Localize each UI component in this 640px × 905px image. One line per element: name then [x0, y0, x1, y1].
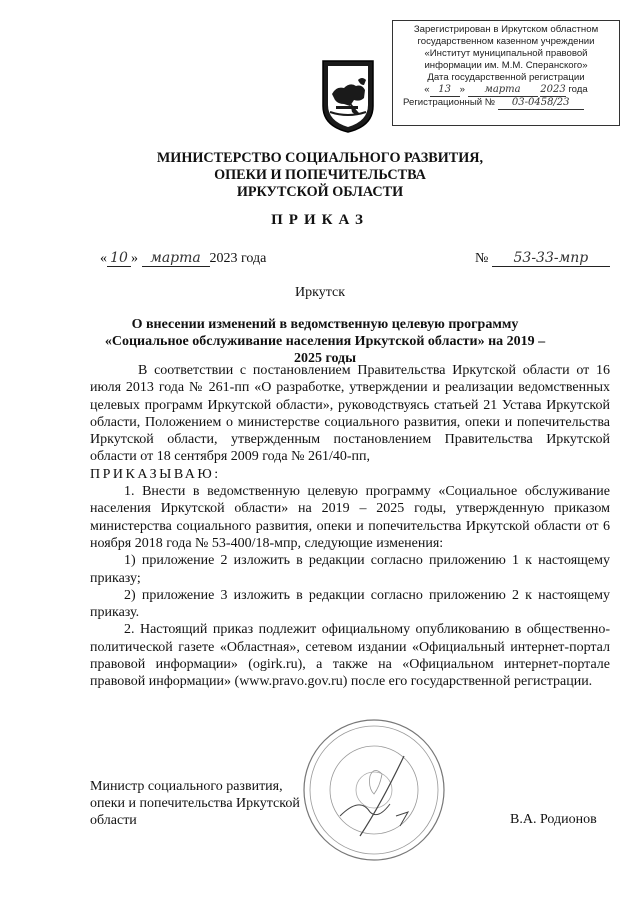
ministry-line-2: ОПЕКИ И ПОПЕЧИТЕЛЬСТВА: [214, 167, 426, 183]
stamp-year-suffix: года: [568, 84, 588, 95]
stamp-year: 2023: [540, 84, 566, 95]
signer-line-3: области: [90, 813, 137, 828]
document-body: [90, 362, 610, 691]
coat-of-arms-icon: [320, 58, 376, 134]
document-date: « 10 » марта 2023 года: [100, 250, 267, 266]
signer-line-2: опеки и попечительства Иркутской: [90, 796, 300, 811]
order-word: ПРИКАЗЫВАЮ:: [90, 466, 221, 482]
stamp-day: 13: [430, 84, 460, 97]
stamp-reg-number: 03-0458/23: [498, 97, 584, 110]
stamp-line-4: информации им. М.М. Сперанского»: [424, 60, 588, 71]
date-year: 2023 года: [209, 251, 267, 266]
ministry-header: [0, 150, 640, 201]
item-1-paragraph: 1. Внести в ведомственную целевую программу «Социальное обслуживание населения Иркутской области» на 2019 – 2025 годы, утвержденную приказом министерства социального развития, опеки и попечительства Иркутской области от 6 ноября 2018 года № 53-400/18-мпр, следующие изменения:: [90, 484, 610, 551]
preamble-paragraph: В соответствии с постановлением Правительства Иркутской области от 16 июля 2013 года № 261-пп «О разработке, утверждении и реализации ведомственных целевых программ Иркутской области», руководствуясь статьей 21 Устава Иркутской области, Положением о министерстве социального развития, опеки и попечительства Иркутской области, утвержденным постановлением Правительства Иркутской области от 18 сентября 2009 года № 261/40-пп,: [90, 363, 610, 465]
stamp-line-3: «Институт муниципальной правовой: [424, 48, 588, 59]
item-1-2-paragraph: 2) приложение 3 изложить в редакции согласно приложению 2 к настоящему приказу.: [90, 587, 610, 621]
registration-stamp: [392, 20, 620, 126]
item-2-paragraph: 2. Настоящий приказ подлежит официальному опубликованию в общественно-политической газете «Областная», сетевом издании «Официальный интернет-портал правовой информации» (ogirk.ru), а также на «Официальном интернет-портале правовой информации» (www.pravo.gov.ru) после его государственной регистрации.: [90, 622, 610, 690]
stamp-month: марта: [468, 84, 538, 97]
document-title: О внесении изменений в ведомственную целевую программу «Социальное обслуживание населения Иркутской области» на 2019 – 2025 годы: [104, 317, 546, 366]
city: Иркутск: [294, 285, 346, 300]
date-day: 10: [107, 250, 131, 267]
ministry-line-3: ИРКУТСКОЙ ОБЛАСТИ: [236, 184, 404, 200]
stamp-reg-row: [397, 97, 615, 110]
number-label: №: [475, 251, 489, 266]
date-month: марта: [142, 250, 210, 267]
stamp-line-5: Дата государственной регистрации: [427, 72, 585, 83]
signer-name: В.А. Родионов: [510, 812, 597, 827]
document-type: ПРИКАЗ: [271, 212, 369, 228]
stamp-reg-label: Регистрационный №: [403, 97, 496, 108]
ministry-line-1: МИНИСТЕРСТВО СОЦИАЛЬНОГО РАЗВИТИЯ,: [156, 150, 484, 166]
stamp-line-2: государственном казенном учреждении: [417, 36, 595, 47]
signer-line-1: Министр социального развития,: [90, 779, 283, 794]
item-1-1-paragraph: 1) приложение 2 изложить в редакции согласно приложению 1 к настоящему приказу;: [90, 553, 610, 586]
stamp-line-1: Зарегистрирован в Иркутском областном: [413, 24, 599, 35]
document-number: [475, 250, 610, 267]
stamp-date-row: « 13 » марта 2023 года: [424, 84, 588, 95]
signer-position: [90, 778, 330, 829]
number-value: 53-33-мпр: [492, 250, 610, 267]
